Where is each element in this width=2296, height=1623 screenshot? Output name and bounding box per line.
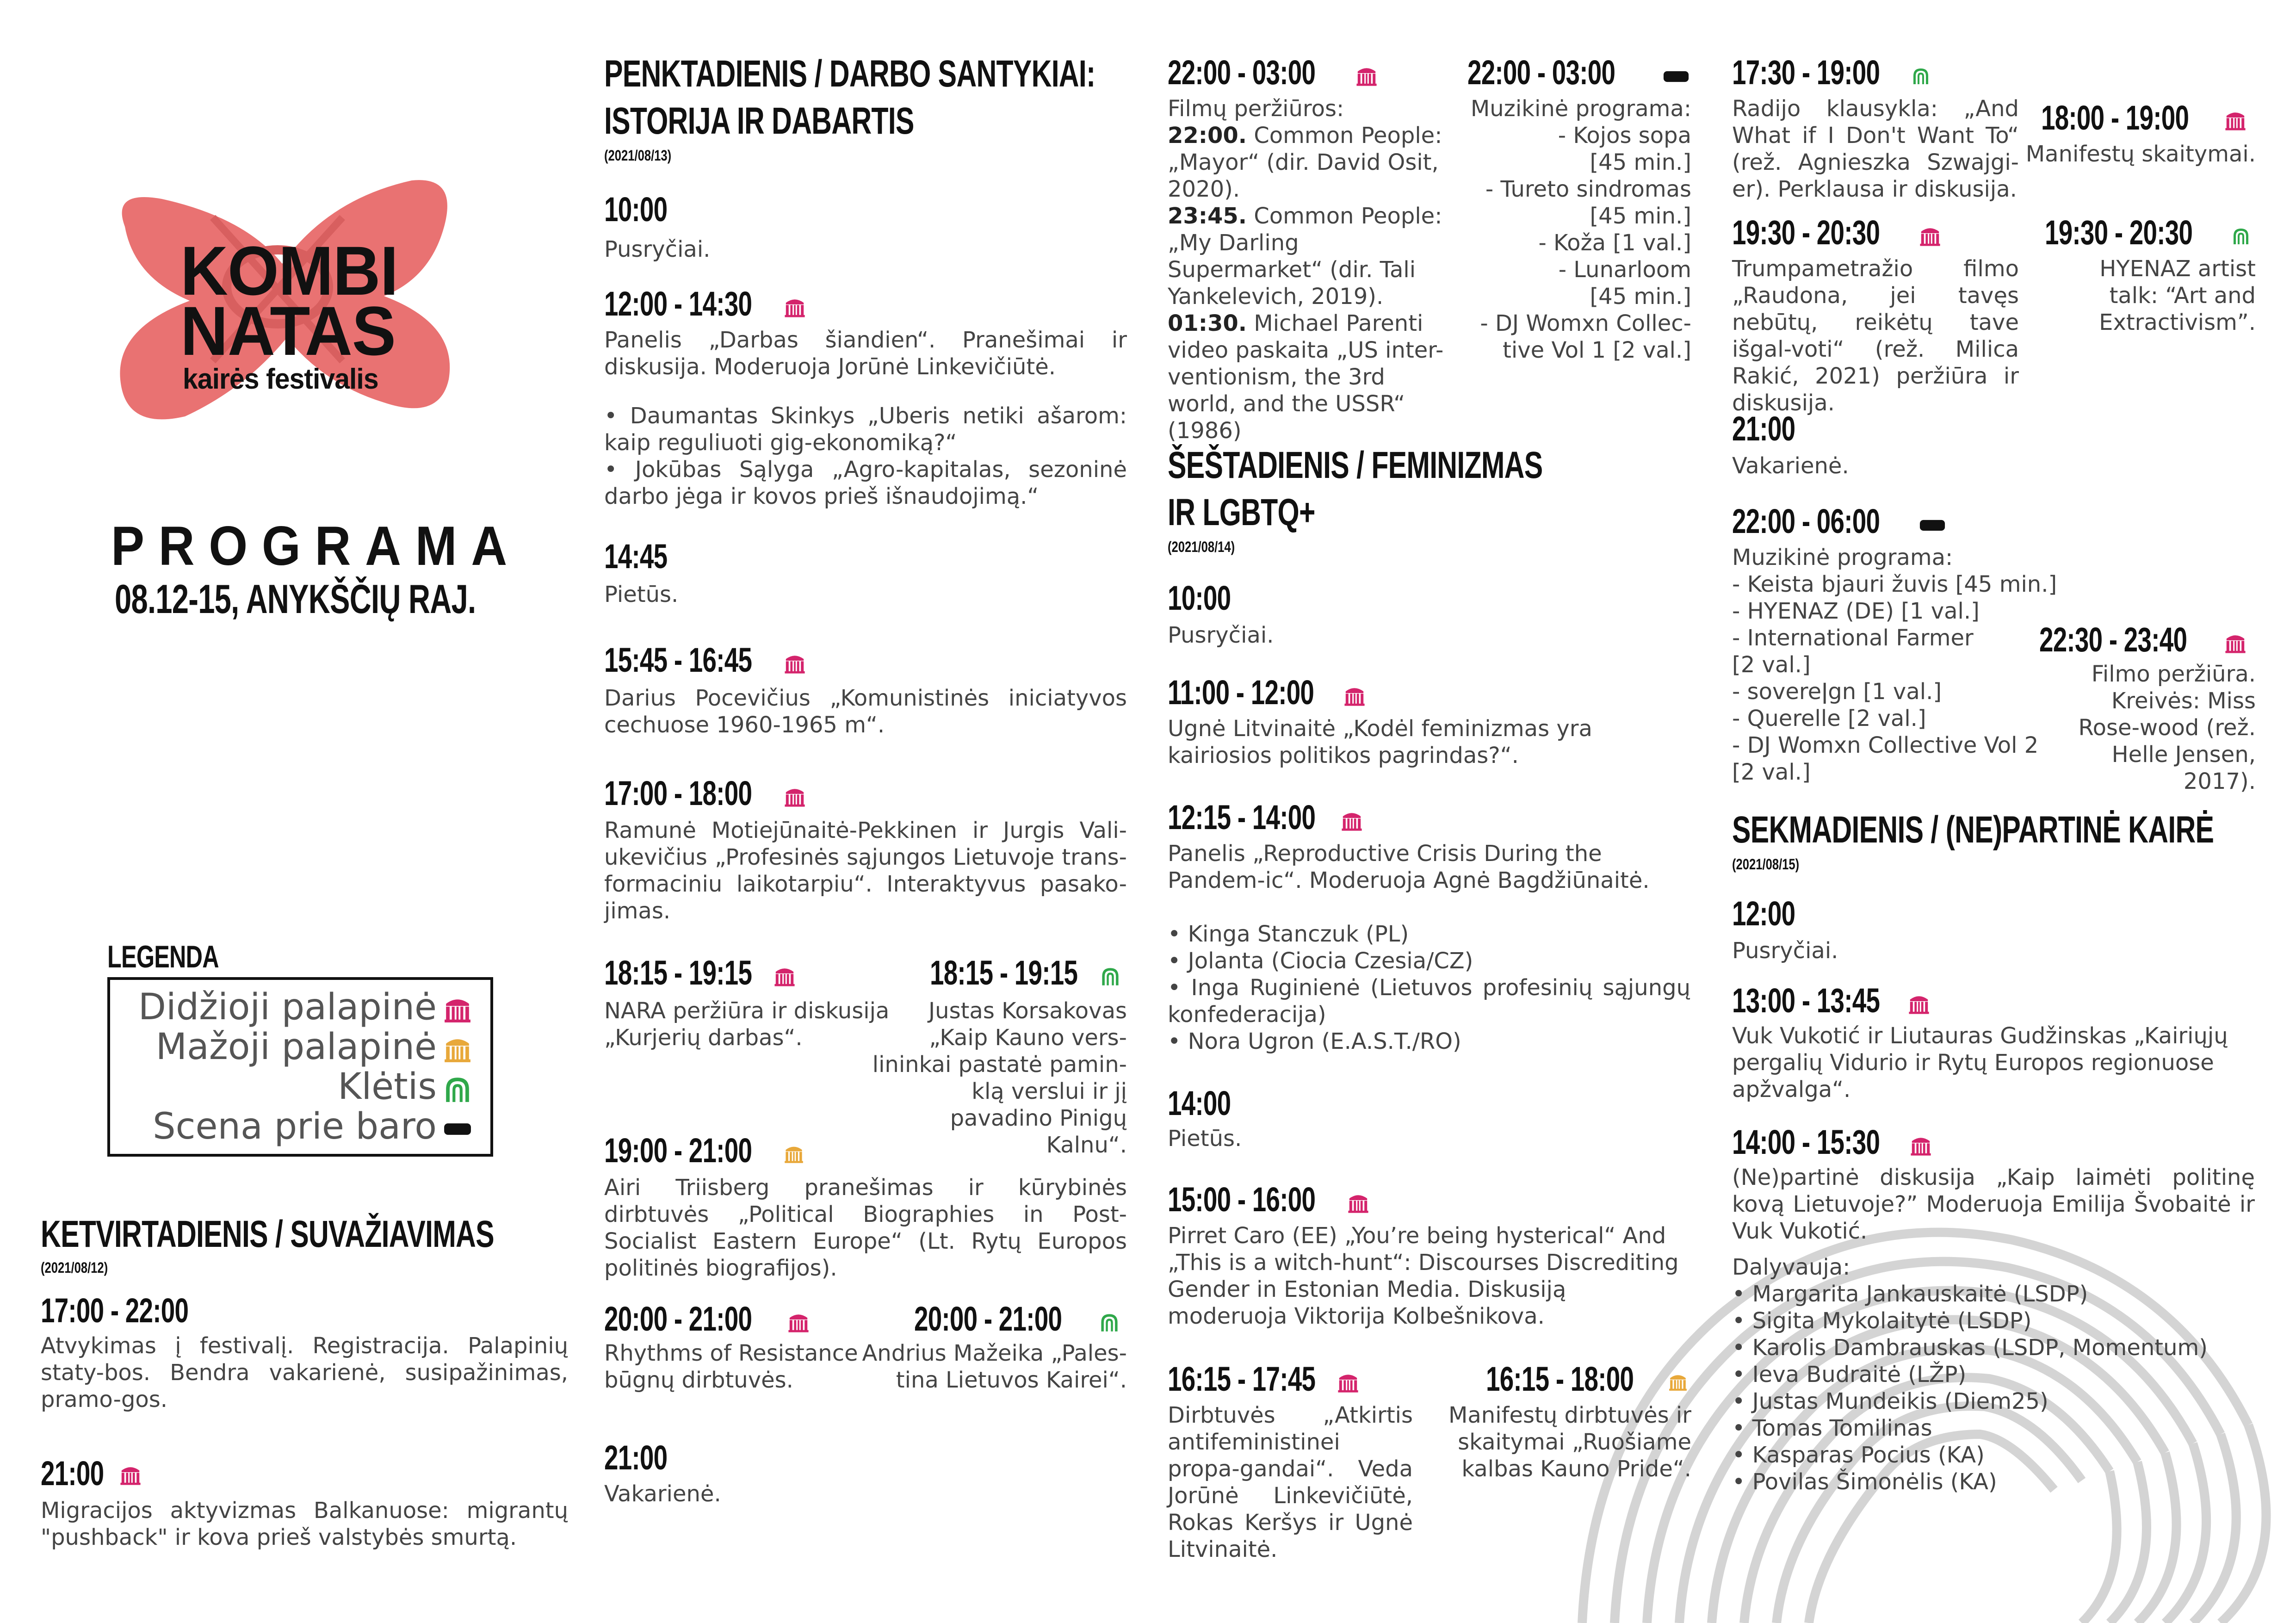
friday-e7-text: Airi Triisberg pranešimas ir kūrybinės dirbtuvės „Political Biographies in Post-Socialist Eastern Europe“ (Lt. Rytų Europos politinės biografijos). xyxy=(604,1175,1127,1281)
friday-e9-time: 21:00 xyxy=(604,1438,668,1477)
friday-e8a-text: Rhythms of Resistance būgnų dirbtuvės. xyxy=(604,1340,858,1393)
bar-stage-icon xyxy=(1663,69,1690,83)
saturday-date: (2021/08/14) xyxy=(1168,539,1235,555)
bar-stage-icon xyxy=(1919,518,1946,532)
sunday-participant: • Margarita Jankauskaitė (LSDP) xyxy=(1732,1281,2088,1307)
logo-tagline: kairės festivalis xyxy=(183,363,378,395)
legend-title: LEGENDA xyxy=(107,939,219,974)
saturday-e2-text: Ugnė Litvinaitė „Kodėl feminizmas yra kairiosios politikos pagrindas?“. xyxy=(1168,716,1592,768)
sunday-e1-time: 12:00 xyxy=(1732,894,1795,933)
sunday-title: SEKMADIENIS / (NE)PARTINĖ KAIRĖ xyxy=(1732,809,2214,851)
sunday-e2-text: Vuk Vukotić ir Liutauras Gudžinskas „Kairiųjų pergalių Vidurio ir Rytų Europos regionuose apžvalga“. xyxy=(1732,1023,2228,1103)
sunday-participant: • Karolis Dambrauskas (LSDP, Momentum) xyxy=(1732,1335,2208,1361)
saturday-e4-text: Pietūs. xyxy=(1168,1126,1242,1152)
small-tent-icon xyxy=(1668,1372,1688,1392)
saturday-e3-text: Panelis „Reproductive Crisis During the Pandem-ic“. Moderuoja Agnė Bagdžiūnaitė. xyxy=(1168,841,1650,893)
festival-logo xyxy=(106,171,467,430)
saturday-e4-time: 14:00 xyxy=(1168,1084,1231,1122)
saturday-e3-list xyxy=(1168,921,1690,1055)
friday-e9-text: Vakarienė. xyxy=(604,1481,721,1507)
saturday-e11-line: - sovereǀgn [1 val.] xyxy=(1732,679,1942,705)
night-films-time: 22:00 - 03:00 xyxy=(1168,53,1316,92)
big-tent-icon xyxy=(1908,993,1930,1015)
thursday-title: KETVIRTADIENIS / SUVAŽIAVIMAS xyxy=(41,1213,494,1255)
logo-line1: KOMBI xyxy=(180,232,398,310)
night-films-intro: Filmų peržiūros: xyxy=(1168,96,1344,122)
legend-box xyxy=(107,977,493,1157)
barn-icon xyxy=(1099,1312,1120,1332)
friday-e5-text: Ramunė Motiejūnaitė-Pekkinen ir Jurgis Vali-ukevičius „Profesinės sąjungos Lietuvoje trans-formaciniu laikotarpiu“. Interaktyvus pasako-jimas. xyxy=(604,818,1127,924)
small-tent-icon xyxy=(443,1035,472,1064)
saturday-e11-line: - International Farmer xyxy=(1732,625,1974,651)
saturday-e7-text: Radijo klausykla: „And What if I Don't Want To“ (rež. Agnieszka Szwajgi-er). Perklausa ir diskusija. xyxy=(1732,96,2019,202)
friday-e6b-time: 18:15 - 19:15 xyxy=(930,954,1078,992)
saturday-e11-line: - Keista bjauri žuvis [45 min.] xyxy=(1732,571,2057,597)
big-tent-icon xyxy=(1919,225,1941,247)
saturday-e9a-time: 19:30 - 20:30 xyxy=(1732,213,1880,252)
saturday-e12-time: 22:30 - 23:40 xyxy=(2039,620,2187,659)
legend-list xyxy=(138,987,472,1146)
big-tent-icon xyxy=(784,652,806,675)
night-music-line: [45 min.] xyxy=(1590,203,1691,229)
thursday-e1-time: 17:00 - 22:00 xyxy=(41,1291,189,1330)
night-music-block xyxy=(1453,95,1691,364)
night-music-line: - Kojos sopa xyxy=(1558,123,1691,149)
night-music-intro: Muzikinė programa: xyxy=(1470,96,1691,122)
sunday-e1-text: Pusryčiai. xyxy=(1732,938,1838,964)
friday-e5-time: 17:00 - 18:00 xyxy=(604,774,752,812)
friday-e3-text: Pietūs. xyxy=(604,582,679,607)
saturday-e8-time: 18:00 - 19:00 xyxy=(2041,99,2189,137)
big-tent-icon xyxy=(1347,1192,1369,1214)
big-tent-icon xyxy=(774,965,796,987)
legend-item-big-tent: Didžioji palapinė xyxy=(138,987,472,1027)
legend-item-barn: Klėtis xyxy=(138,1067,472,1107)
thursday-e1-text: Atvykimas į festivalį. Registracija. Palapinių staty-bos. Bendra vakarienė, susipažinimas, pramo-gos. xyxy=(41,1333,568,1412)
sunday-e2-time: 13:00 - 13:45 xyxy=(1732,981,1880,1020)
barn-icon xyxy=(443,1075,472,1103)
saturday-e6a-text: Dirbtuvės „Atkirtis antifeministinei propa-gandai“. Veda Jorūnė Linkevičiūtė, Rokas Keršys ir Ugnė Litvinaitė. xyxy=(1168,1402,1413,1562)
saturday-e5-time: 15:00 - 16:00 xyxy=(1168,1180,1316,1219)
program-title: PROGRAMA xyxy=(111,515,521,577)
night-music-line: [45 min.] xyxy=(1590,284,1691,310)
saturday-e1-time: 10:00 xyxy=(1168,579,1231,617)
thursday-e2-time: 21:00 xyxy=(41,1454,104,1493)
friday-e4-text: Darius Pocevičius „Komunistinės iniciatyvos cechuose 1960-1965 m“. xyxy=(604,685,1127,738)
saturday-e10-time: 21:00 xyxy=(1732,409,1795,448)
sunday-participant: • Justas Mundeikis (Diem25) xyxy=(1732,1388,2048,1414)
sunday-participant: • Sigita Mykolaitytė (LSDP) xyxy=(1732,1308,2032,1334)
friday-e2-item2: • Jokūbas Sąlyga „Agro-kapitalas, sezoninė darbo jėga ir kovos prieš išnaudojimą.“ xyxy=(604,457,1127,509)
saturday-e9a-text: Trumpametražio filmo „Raudona, jei tavęs nebūtų, reikėtų tave išgal-voti“ (rež. Milica Rakić, 2021) peržiūra ir diskusija. xyxy=(1732,256,2019,416)
friday-e1-text: Pusryčiai. xyxy=(604,236,711,262)
barn-icon xyxy=(2232,227,2250,245)
night-music-time: 22:00 - 03:00 xyxy=(1467,53,1615,92)
saturday-e11-block xyxy=(1732,544,2065,786)
barn-icon xyxy=(1912,67,1930,85)
friday-title-line1: PENKTADIENIS / DARBO SANTYKIAI: xyxy=(604,53,1095,95)
night-films-block xyxy=(1168,95,1454,444)
saturday-e11-line: [2 val.] xyxy=(1732,759,1811,785)
big-tent-icon xyxy=(784,296,806,318)
saturday-e3-item: • Kinga Stanczuk (PL) xyxy=(1168,921,1409,947)
friday-e3-time: 14:45 xyxy=(604,537,668,576)
friday-e6a-text: NARA peržiūra ir diskusija „Kurjerių darbas“. xyxy=(604,998,890,1051)
big-tent-icon xyxy=(2224,632,2246,654)
saturday-title-line2: IR LGBTQ+ xyxy=(1168,491,1315,533)
night-music-line: - Tureto sindromas xyxy=(1485,176,1691,202)
saturday-e8-text: Manifestų skaitymai. xyxy=(2025,141,2256,167)
saturday-e11-time: 22:00 - 06:00 xyxy=(1732,502,1880,540)
sunday-date: (2021/08/15) xyxy=(1732,856,1800,873)
night-film-2: 23:45. Common People: „My Darling Supermarket“ (dir. Tali Yankelevich, 2019). xyxy=(1168,203,1442,310)
saturday-e10-text: Vakarienė. xyxy=(1732,453,1849,479)
friday-e8a-time: 20:00 - 21:00 xyxy=(604,1300,752,1338)
big-tent-icon xyxy=(119,1464,142,1486)
friday-e8b-time: 20:00 - 21:00 xyxy=(914,1300,1062,1338)
legend-item-bar-stage: Scena prie baro xyxy=(138,1107,472,1146)
program-subtitle: 08.12-15, ANYKŠČIŲ RAJ. xyxy=(115,576,476,622)
night-music-line: - Lunarloom xyxy=(1558,257,1691,283)
big-tent-icon xyxy=(2224,109,2246,131)
saturday-e3-item: • Inga Ruginienė (Lietuvos profesinių sąjungų konfederacija) xyxy=(1168,975,1690,1028)
saturday-e3-time: 12:15 - 14:00 xyxy=(1168,798,1316,836)
sunday-participant: • Kasparas Pocius (KA) xyxy=(1732,1442,1985,1468)
thursday-e2-header xyxy=(41,1453,126,1494)
night-music-line: tive Vol 1 [2 val.] xyxy=(1503,337,1691,363)
night-film-1: 22:00. Common People: „Mayor“ (dir. David Osit, 2020). xyxy=(1168,123,1442,202)
saturday-e6b-text: Manifestų dirbtuvės ir skaitymai „Ruošiame kalbas Kauno Pride“. xyxy=(1448,1402,1691,1482)
sunday-participant: • Tomas Tomilinas xyxy=(1732,1415,1932,1441)
saturday-e3-item: • Nora Ugron (E.A.S.T./RO) xyxy=(1168,1028,1461,1054)
night-music-line: - Koža [1 val.] xyxy=(1538,230,1691,256)
big-tent-icon xyxy=(443,995,472,1024)
big-tent-icon xyxy=(1355,65,1378,87)
sunday-participant: • Povilas Šimonėlis (KA) xyxy=(1732,1469,1997,1495)
saturday-e11-intro: Muzikinė programa: xyxy=(1732,545,1953,570)
sunday-participant: • Ieva Budraitė (LŽP) xyxy=(1732,1362,1967,1388)
sunday-e3-text: (Ne)partinė diskusija „Kaip laimėti politinę kovą Lietuvoje?” Moderuoja Emilija Švobaitė ir Vuk Vukotić. xyxy=(1732,1165,2255,1244)
friday-e1-time: 10:00 xyxy=(604,190,668,229)
saturday-title-line1: ŠEŠTADIENIS / FEMINIZMAS xyxy=(1168,444,1543,486)
saturday-e1-text: Pusryčiai. xyxy=(1168,622,1274,648)
saturday-e9b-text: HYENAZ artist talk: “Art and Extractivism”. xyxy=(2099,256,2256,335)
logo-line2: NATAS xyxy=(180,292,396,370)
big-tent-icon xyxy=(1910,1134,1932,1157)
big-tent-icon xyxy=(1343,685,1366,707)
friday-title-line2: ISTORIJA IR DABARTIS xyxy=(604,100,914,142)
thursday-e2-text: Migracijos aktyvizmas Balkanuose: migrantų "pushback" ir kova prieš valstybės smurtą. xyxy=(41,1498,568,1550)
friday-e4-time: 15:45 - 16:45 xyxy=(604,641,752,679)
friday-e6a-time: 18:15 - 19:15 xyxy=(604,954,752,992)
friday-e2-text: Panelis „Darbas šiandien“. Pranešimai ir diskusija. Moderuoja Jorūnė Linkevičiūtė. xyxy=(604,327,1127,380)
saturday-e6a-time: 16:15 - 17:45 xyxy=(1168,1360,1316,1398)
small-tent-icon xyxy=(784,1144,804,1164)
big-tent-icon xyxy=(1341,810,1363,832)
night-music-line: [45 min.] xyxy=(1590,149,1691,175)
saturday-e11-line: - DJ Womxn Collective Vol 2 xyxy=(1732,732,2039,758)
sunday-participants-label: Dalyvauja: xyxy=(1732,1254,1850,1280)
friday-e2-time: 12:00 - 14:30 xyxy=(604,285,752,323)
saturday-e11-line: [2 val.] xyxy=(1732,652,1811,678)
bar-stage-icon xyxy=(443,1121,472,1136)
night-music-line: - DJ Womxn Collec- xyxy=(1480,310,1691,336)
friday-e6b-text: Justas Korsakovas „Kaip Kauno vers-lininkai pastatė pamin-klą verslui ir jį pavadino Pinigų Kalnu“. xyxy=(872,998,1127,1158)
sunday-e3-time: 14:00 - 15:30 xyxy=(1732,1123,1880,1161)
saturday-e11-line: - HYENAZ (DE) [1 val.] xyxy=(1732,598,1980,624)
friday-e7-time: 19:00 - 21:00 xyxy=(604,1131,752,1170)
saturday-e2-time: 11:00 - 12:00 xyxy=(1168,673,1314,712)
barn-icon xyxy=(1100,966,1120,986)
sunday-e3-participants xyxy=(1732,1254,2255,1495)
legend-item-small-tent: Mažoji palapinė xyxy=(138,1027,472,1067)
saturday-e11-line: - Querelle [2 val.] xyxy=(1732,706,1926,731)
big-tent-icon xyxy=(1337,1371,1359,1394)
saturday-e7-time: 17:30 - 19:00 xyxy=(1732,53,1880,92)
friday-e2-item1: • Daumantas Skinkys „Uberis netiki ašarom: kaip reguliuoti gig-ekonomiką?“ xyxy=(604,403,1127,456)
night-film-3: 01:30. Michael Parenti video paskaita „US inter-ventionism, the 3rd world, and the USSR“ (1986) xyxy=(1168,310,1444,444)
big-tent-icon xyxy=(787,1311,810,1333)
saturday-e6b-time: 16:15 - 18:00 xyxy=(1486,1360,1634,1398)
big-tent-icon xyxy=(784,786,806,808)
saturday-e5-text: Pirret Caro (EE) „You’re being hysterical“ And „This is a witch-hunt“: Discourses Discrediting Gender in Estonian Media. Diskusiją moderuoja Viktorija Kolbešnikova. xyxy=(1168,1223,1679,1329)
saturday-e12-text: Filmo peržiūra. Kreivės: Miss Rose-wood (rež. Helle Jensen, 2017). xyxy=(2078,661,2256,794)
friday-date: (2021/08/13) xyxy=(604,147,672,164)
saturday-e9b-time: 19:30 - 20:30 xyxy=(2045,213,2193,252)
saturday-e3-item: • Jolanta (Ciocia Czesia/CZ) xyxy=(1168,948,1473,974)
friday-e8b-text: Andrius Mažeika „Pales-tina Lietuvos Kairei“. xyxy=(862,1340,1127,1393)
thursday-date: (2021/08/12) xyxy=(41,1259,108,1276)
